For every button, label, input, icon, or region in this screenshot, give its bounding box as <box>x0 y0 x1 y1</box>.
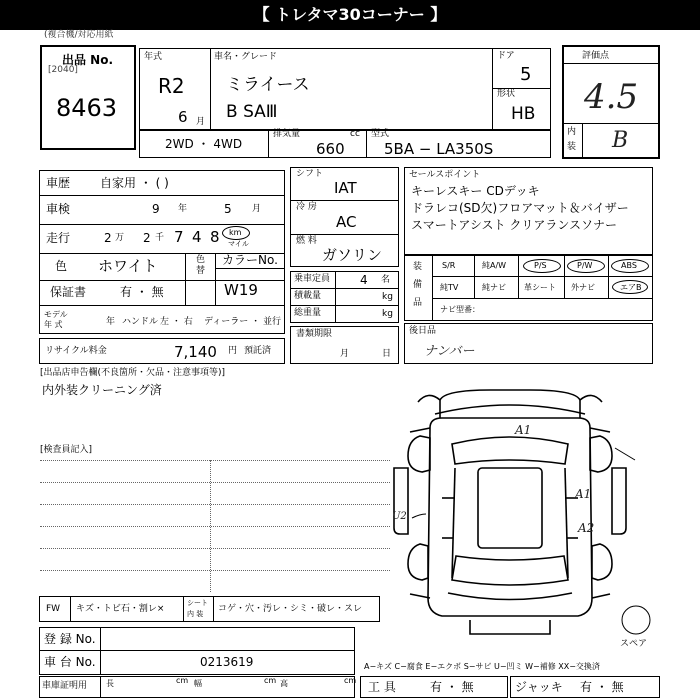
grade-name: B SAⅢ <box>226 102 278 122</box>
year-month: 6 <box>178 108 188 126</box>
weight-unit: kg <box>382 309 393 319</box>
shift-label: シフト <box>296 169 324 179</box>
model-year-unit: 年 <box>106 317 116 327</box>
chassis-value: 0213619 <box>200 655 254 669</box>
model-year-label-1: モデル <box>44 310 68 319</box>
shift-value: IAT <box>334 179 357 197</box>
codes-legend: A−キズ C−腐食 E−エクボ S−サビ U−凹ミ W−補修 XX−交換済 <box>364 662 600 671</box>
notes-header: [出品店申告欄(不良箇所・欠品・注意事項等)] <box>40 368 226 378</box>
load-label: 積載量 <box>294 291 322 301</box>
fw-label: FW <box>46 604 61 614</box>
recycle-unit: 円 <box>228 346 238 356</box>
cert-width-unit: cm <box>264 676 277 685</box>
inspection-month-unit: 月 <box>252 204 262 214</box>
equip-tv: 純TV <box>440 283 459 292</box>
sales-label: セールスポイント <box>409 170 481 180</box>
form-note: (複合機/対応用紙 <box>44 30 114 40</box>
interior-label-1: 内 <box>567 127 577 137</box>
recycle-value: 7,140 <box>174 343 217 361</box>
model-label: 車名・グレード <box>214 52 278 62</box>
equipment-label-1: 装 <box>413 262 423 272</box>
color-change-1: 色 <box>196 255 206 265</box>
dealer-label: ディーラー ・ 並行 <box>204 317 282 327</box>
inspector-label: [検査員記入] <box>40 445 93 455</box>
equip-pw: P/W <box>577 261 593 270</box>
inspection-year-unit: 年 <box>178 204 188 214</box>
registration-label: 登 録 No. <box>44 632 96 646</box>
type-label: 型式 <box>371 129 390 139</box>
mileage-digit-2: 2 <box>143 231 151 245</box>
sales-line-1: キーレスキー CDデッキ <box>411 184 540 198</box>
load-unit: kg <box>382 292 393 302</box>
doors-value: 5 <box>520 64 532 85</box>
notes-text: 内外装クリーニング済 <box>42 383 162 397</box>
inspection-label: 車検 <box>46 202 71 216</box>
seats-value: 4 <box>360 273 368 287</box>
equip-ext-navi: 外ナビ <box>571 283 595 292</box>
history-label: 車歴 <box>46 176 71 190</box>
equipment-label-3: 品 <box>413 298 423 308</box>
lot-label: 出品 No. <box>62 53 114 67</box>
deadline-day-unit: 日 <box>382 349 392 359</box>
cert-length: 長 <box>106 679 114 688</box>
weight-label: 総重量 <box>294 308 322 318</box>
warranty-label: 保証書 <box>50 285 87 299</box>
sales-line-2: ドラレコ(SD欠)フロアマット＆バイザー <box>411 201 629 215</box>
fuel-label: 燃 料 <box>296 236 317 246</box>
color-value: ホワイト <box>98 257 158 275</box>
jack-label: ジャッキ <box>515 680 563 694</box>
chassis-label: 車 台 No. <box>44 655 96 669</box>
doors-label: ドア <box>497 51 515 61</box>
fw-value: キズ・トビ石・割レ× <box>76 604 165 614</box>
mileage-unit-km: km <box>229 228 242 237</box>
displacement-unit: cc <box>350 129 360 139</box>
equip-sr: S/R <box>442 261 456 270</box>
recycle-note: 預託済 <box>244 346 272 356</box>
equip-airbag: エアB <box>620 283 642 292</box>
aircon-label: 冷 房 <box>296 202 317 212</box>
damage-mark-a2-right: A2 <box>578 521 595 535</box>
cert-width: 幅 <box>194 679 202 688</box>
seats-label: 乗車定員 <box>294 274 331 284</box>
inspection-year: 9 <box>152 202 160 216</box>
equip-ps: P/S <box>534 261 547 270</box>
equip-abs: ABS <box>621 261 637 270</box>
color-label: 色 <box>55 259 68 273</box>
jack-value: 有 ・ 無 <box>580 680 624 694</box>
color-code: W19 <box>224 281 258 299</box>
inspection-month: 5 <box>224 202 232 216</box>
handle-label: ハンドル <box>122 317 159 327</box>
cert-height-unit: cm <box>344 676 357 685</box>
cert-label: 車庫証明用 <box>42 681 88 691</box>
seat-value: コゲ・穴・汚レ・シミ・破レ・スレ <box>218 604 363 614</box>
displacement-label: 排気量 <box>273 129 301 139</box>
year-era: R2 <box>158 74 185 98</box>
equip-alloy: 純A/W <box>482 261 507 270</box>
model-year-label-2: 年 式 <box>44 320 63 329</box>
deadline-label: 書類期限 <box>296 329 333 339</box>
mileage-digit-5: 8 <box>210 228 220 246</box>
equip-nav-model: ナビ型番： <box>440 305 480 314</box>
seat-label-1: シート <box>187 599 208 607</box>
later-value: ナンバー <box>424 344 475 359</box>
interior-grade: B <box>612 128 629 153</box>
aircon-value: AC <box>336 213 357 231</box>
cert-length-unit: cm <box>176 676 189 685</box>
fuel-value: ガソリン <box>322 246 383 264</box>
history-value: 自家用 ・ ( ) <box>100 176 169 190</box>
later-label: 後日品 <box>409 326 437 336</box>
warranty-value: 有 ・ 無 <box>120 285 164 299</box>
tools-label: 工 具 <box>368 680 396 694</box>
cert-height: 高 <box>280 679 288 688</box>
sales-line-3: スマートアシスト クリアランスソナー <box>411 218 618 232</box>
mileage-label: 走行 <box>46 231 71 245</box>
damage-mark-u2-left: U2 <box>392 511 407 522</box>
shape-label: 形状 <box>497 89 516 99</box>
interior-label-2: 装 <box>567 142 577 152</box>
spare-label: スペア <box>620 639 648 649</box>
tools-value: 有 ・ 無 <box>430 680 474 694</box>
seats-unit: 名 <box>381 275 391 285</box>
mileage-unit-1: 万 <box>115 233 125 243</box>
drive-type: 2WD ・ 4WD <box>165 137 243 151</box>
damage-mark-a1-right: A1 <box>575 487 592 501</box>
sheet-title: 【 トレタマ30コーナー 】 <box>253 5 447 24</box>
year-month-unit: 月 <box>196 117 206 127</box>
recycle-label: リサイクル料金 <box>45 346 107 356</box>
shape-value: HB <box>511 104 536 124</box>
color-code-label: カラーNo. <box>222 253 278 267</box>
equip-leather: 革シート <box>524 283 556 292</box>
model-name: ミライース <box>226 75 310 95</box>
damage-mark-a1-front: A1 <box>515 423 532 437</box>
seat-label-2: 内 装 <box>187 610 204 618</box>
score-value: 4.5 <box>584 77 639 117</box>
mileage-digit-4: 4 <box>192 228 202 246</box>
lot-number: 8463 <box>56 94 118 122</box>
deadline-month-unit: 月 <box>340 349 350 359</box>
type-code: 5BA − LA350S <box>384 140 494 158</box>
score-label: 評価点 <box>582 51 610 61</box>
year-label: 年式 <box>144 52 163 62</box>
mileage-unit-mile: マイル <box>228 240 249 248</box>
mileage-unit-2: 千 <box>155 233 165 243</box>
mileage-digit-3: 7 <box>174 228 184 246</box>
color-change-2: 替 <box>196 266 206 276</box>
mileage-digit-1: 2 <box>104 231 112 245</box>
equipment-label-2: 備 <box>413 280 423 290</box>
lot-stamp: [2040] <box>48 65 78 75</box>
equip-navi: 純ナビ <box>482 283 506 292</box>
displacement-value: 660 <box>316 140 345 158</box>
handle-value: 左 ・ 右 <box>160 317 193 327</box>
